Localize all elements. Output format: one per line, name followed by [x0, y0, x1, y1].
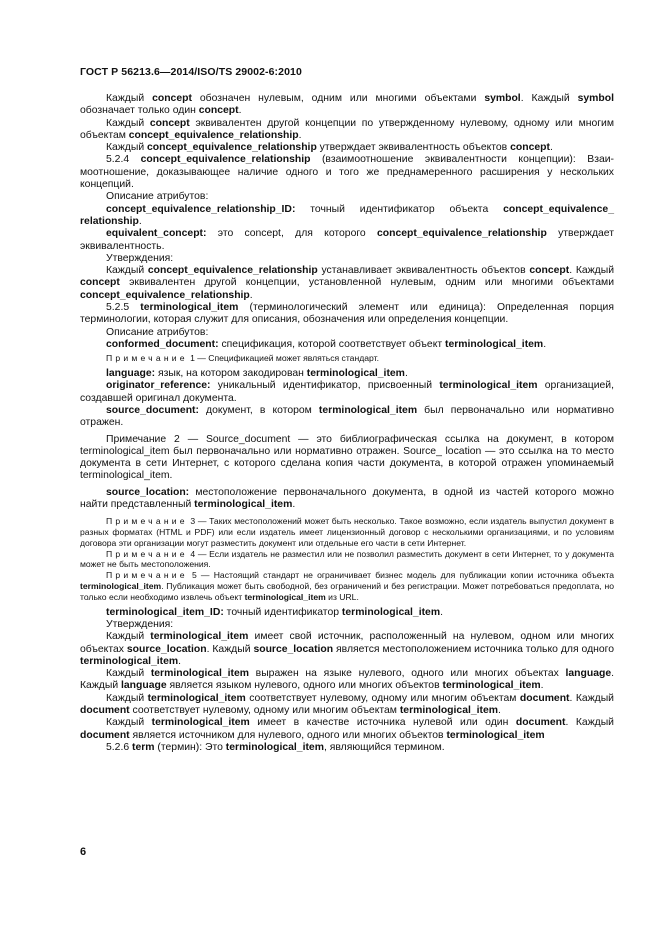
entity-term: concept_equivalence_relationship	[147, 142, 317, 154]
text-run: является языком нулевого, одного или многих объектов	[166, 680, 443, 692]
page-header: ГОСТ Р 56213.6—2014/ISO/TS 29002-6:2010	[80, 66, 302, 78]
entity-term: concept	[80, 277, 120, 289]
text-run: .	[440, 606, 443, 618]
text-run: уникальный идентификатор, присвоенный	[210, 380, 440, 392]
text-run: Каждый	[106, 142, 148, 154]
text-run: Каждый	[106, 668, 151, 680]
body-paragraph	[80, 327, 614, 339]
entity-term: symbol	[484, 93, 521, 104]
text-run: 5.2.4	[106, 154, 141, 166]
text-run: . Каждый	[80, 668, 614, 692]
text-run: (термин): Это	[154, 741, 226, 753]
text-run: Описание атрибутов:	[106, 191, 209, 203]
entity-term: conformed_document:	[106, 338, 219, 350]
text-run: . Каждый	[206, 643, 254, 655]
text-run: .	[540, 680, 544, 692]
text-run: имеет в качестве источника нулевой или один	[249, 717, 516, 729]
body-paragraph	[80, 154, 614, 191]
text-run: .	[178, 655, 182, 667]
body-paragraph	[80, 142, 614, 154]
entity-term: concept_equivalence_relationship	[140, 154, 311, 166]
entity-term: concept_equivalence_relationship	[147, 265, 318, 277]
entity-term: originator_reference:	[106, 380, 211, 392]
entity-term: concept	[149, 117, 190, 129]
entity-term: equivalent_concept:	[106, 228, 207, 240]
body-paragraph	[80, 339, 614, 351]
text-run: 1 — Спецификацией может являться стандарт.	[187, 353, 379, 364]
entity-term: terminological_item	[140, 302, 239, 314]
text-run: выражен на языке нулевого, одного или многих объектах	[248, 668, 566, 680]
text-run: Каждый	[106, 631, 151, 643]
entity-term: terminological_item	[446, 729, 545, 741]
text-run: 3 — Таких местоположений может быть несколько. Такое возможно, если издатель выпустил документ в разных форматах (HTML и PDF) или если издатель имеет лицензионный договор с несколькими организациями, и по условиям договора эти организации могут разместить документ или отдельные его части в сети Интернет.	[80, 516, 614, 548]
text-run: 5.2.5	[106, 302, 141, 314]
text-run: . Каждый	[569, 692, 614, 704]
text-run: .	[249, 289, 253, 301]
text-run: . Каждый	[569, 265, 614, 277]
text-run: Каждый	[106, 717, 152, 729]
entity-term: concept	[152, 93, 192, 104]
entity-term: terminological_item	[150, 668, 249, 680]
entity-term: concept	[198, 105, 239, 117]
entity-term: terminological_item	[439, 380, 538, 392]
text-run: эквивалентен другой концепции по утвержденному нулевому, одному или многим объектам	[80, 117, 614, 141]
entity-term: source_location	[126, 643, 207, 655]
text-run: .	[292, 499, 296, 510]
body-paragraph	[80, 405, 614, 430]
body-paragraph	[80, 693, 614, 718]
entity-term: terminological_item	[399, 705, 499, 717]
entity-term: language:	[106, 368, 156, 380]
text-run: эквивалентен другой концепции, установленной нулевым, одним или многими объектами	[119, 277, 614, 289]
entity-term: symbol	[577, 93, 614, 104]
body-paragraph	[80, 742, 614, 754]
text-run: Описание атрибутов:	[106, 326, 209, 338]
body-paragraph	[80, 302, 614, 327]
text-run: утверждает эквивалентность.	[80, 228, 614, 252]
note-paragraph	[80, 549, 614, 571]
text-run: .	[543, 338, 547, 350]
text-run: устанавливает эквивалентность объектов	[317, 265, 530, 277]
text-run: . Каждый	[565, 717, 614, 729]
note-paragraph	[80, 353, 614, 364]
body-paragraph	[80, 487, 614, 512]
text-run: является источником для нулевого, одного или многих объектов	[129, 729, 447, 741]
text-run: это concept, для которого	[206, 228, 378, 240]
entity-term: source_document:	[106, 404, 199, 416]
body-paragraph	[80, 93, 614, 118]
entity-term: terminological_item	[194, 499, 293, 510]
entity-term: terminological_item	[442, 680, 541, 692]
entity-term: document	[519, 692, 570, 704]
entity-term: terminological_item	[445, 338, 544, 350]
text-run: .	[298, 129, 302, 141]
entity-term: terminological_item	[341, 606, 441, 618]
page-number: 6	[80, 846, 87, 858]
entity-term: document	[80, 729, 130, 741]
body-paragraph	[80, 668, 614, 693]
text-run: местоположение первоначального документа, в одной из частей которого можно найти представленный	[80, 486, 614, 510]
page-body	[80, 93, 614, 754]
entity-term: terminological_item	[147, 692, 246, 704]
text-run: Утверждения:	[106, 252, 174, 264]
body-paragraph	[80, 380, 614, 405]
text-run: .	[138, 215, 142, 227]
text-run: является местоположением источника только для одного	[333, 643, 614, 655]
entity-term: source_location:	[106, 486, 190, 498]
entity-term: concept_equivalence_relationship_ID:	[106, 203, 296, 215]
entity-term: concept_equivalence_relationship	[128, 129, 299, 141]
text-run: обозначен нулевым, одним или многими объектами	[191, 93, 485, 104]
text-run: из URL.	[325, 591, 359, 602]
text-run: 4 — Если издатель не разместил или не позволил разместить документ в сети Интернет, то у документа может не быть местоположения.	[80, 548, 614, 570]
entity-term: language	[121, 680, 167, 692]
entity-term: concept	[529, 265, 570, 277]
text-run: утверждает эквивалентность объектов	[316, 142, 511, 154]
text-run: Утверждения:	[106, 618, 174, 630]
entity-term: terminological_item	[150, 631, 249, 643]
entity-term: terminological_item_ID:	[106, 606, 224, 618]
text-run: спецификация, которой соответствует объект	[218, 338, 446, 350]
entity-term: terminological_item	[306, 368, 405, 380]
text-run: (взаимоотношение эквивалентности концепции): Взаимоотношение, доказывающее наличие одного и того же преднамеренного расширения у нескольких концепций.	[80, 154, 615, 191]
body-paragraph	[80, 607, 614, 619]
entity-term: terminological_item	[318, 404, 418, 416]
text-run: . Каждый	[520, 93, 578, 104]
body-paragraph	[80, 253, 614, 265]
body-paragraph	[80, 434, 614, 483]
text-run: соответствует нулевому, одному или многим объектам	[129, 705, 400, 717]
entity-term: terminological_item	[151, 717, 250, 729]
note-paragraph	[80, 570, 614, 602]
body-paragraph	[80, 717, 614, 742]
body-paragraph	[80, 368, 614, 380]
text-run: организацией, создавшей оригинал документа.	[80, 380, 614, 404]
text-run: .	[238, 105, 242, 117]
note-label: Примечание	[106, 516, 188, 527]
text-run: обозначает только один	[80, 105, 199, 117]
note-label: Примечание	[106, 548, 188, 559]
body-paragraph	[80, 191, 614, 203]
entity-term: language	[565, 668, 612, 680]
text-run: Примечание 2 — Source_document — это библиографическая ссылка на документ, в котором terminological_item был первоначально или нормативно отражен. Source_ location — это ссылка на то место документа в сети Интернет, с которого сделана копия части документа, в которой отражен упоминаемый terminological_item.	[80, 433, 614, 482]
text-run: соответствует нулевому, одному или многим объектам	[245, 692, 520, 704]
text-run: точный идентификатор объекта	[295, 203, 504, 215]
body-paragraph	[80, 631, 614, 668]
text-run: язык, на котором закодирован	[155, 368, 307, 380]
text-run: 5.2.6	[106, 741, 132, 753]
entity-term: concept_equivalence_relationship	[80, 289, 250, 301]
text-run: документ, в котором	[198, 404, 319, 416]
note-label: Примечание	[106, 353, 188, 364]
text-run: Каждый	[106, 93, 153, 104]
text-run: Каждый	[106, 692, 148, 704]
text-run: Каждый	[106, 117, 150, 129]
body-paragraph	[80, 204, 614, 229]
text-run: .	[404, 368, 408, 380]
body-paragraph	[80, 118, 614, 143]
entity-term: term	[132, 741, 155, 753]
text-run: (терминологический элемент или единица): Определенная порция терминологии, которая служит для описания, обозначения или определения концепции.	[80, 302, 614, 326]
note-paragraph	[80, 516, 614, 548]
text-run: .	[549, 142, 553, 154]
entity-term: concept	[510, 142, 550, 154]
entity-term: terminological_item	[80, 581, 162, 592]
entity-term: concept_equivalence_relationship	[377, 228, 547, 240]
entity-term: source_location	[253, 643, 334, 655]
entity-term: document	[515, 717, 566, 729]
entity-term: terminological_item	[80, 655, 179, 667]
note-label: Примечание	[106, 570, 188, 581]
text-run: Каждый	[106, 265, 148, 277]
entity-term: concept_equivalence_ relationship	[80, 203, 614, 227]
text-run: имеет свой источник, расположенный на нулевом, одном или многих объектах	[80, 631, 614, 655]
body-paragraph	[80, 619, 614, 631]
entity-term: terminological_item	[225, 741, 324, 753]
entity-term: terminological_item	[244, 591, 326, 602]
text-run: 5 — Настоящий стандарт не ограничивает бизнес модель для публикации копии источника объекта	[187, 570, 614, 581]
body-paragraph	[80, 228, 614, 253]
text-run: .	[498, 705, 501, 717]
text-run: точный идентификатор	[223, 606, 342, 618]
text-run: был первоначально или нормативно отражен.	[80, 404, 614, 429]
entity-term: document	[80, 705, 130, 717]
body-paragraph	[80, 265, 614, 302]
text-run: . Публикация может быть свободной, без ограничений и без регистрации. Может потребоваться предоплата, но только если необходимо извлечь объект	[80, 581, 614, 602]
text-run: , являющийся термином.	[323, 741, 445, 753]
